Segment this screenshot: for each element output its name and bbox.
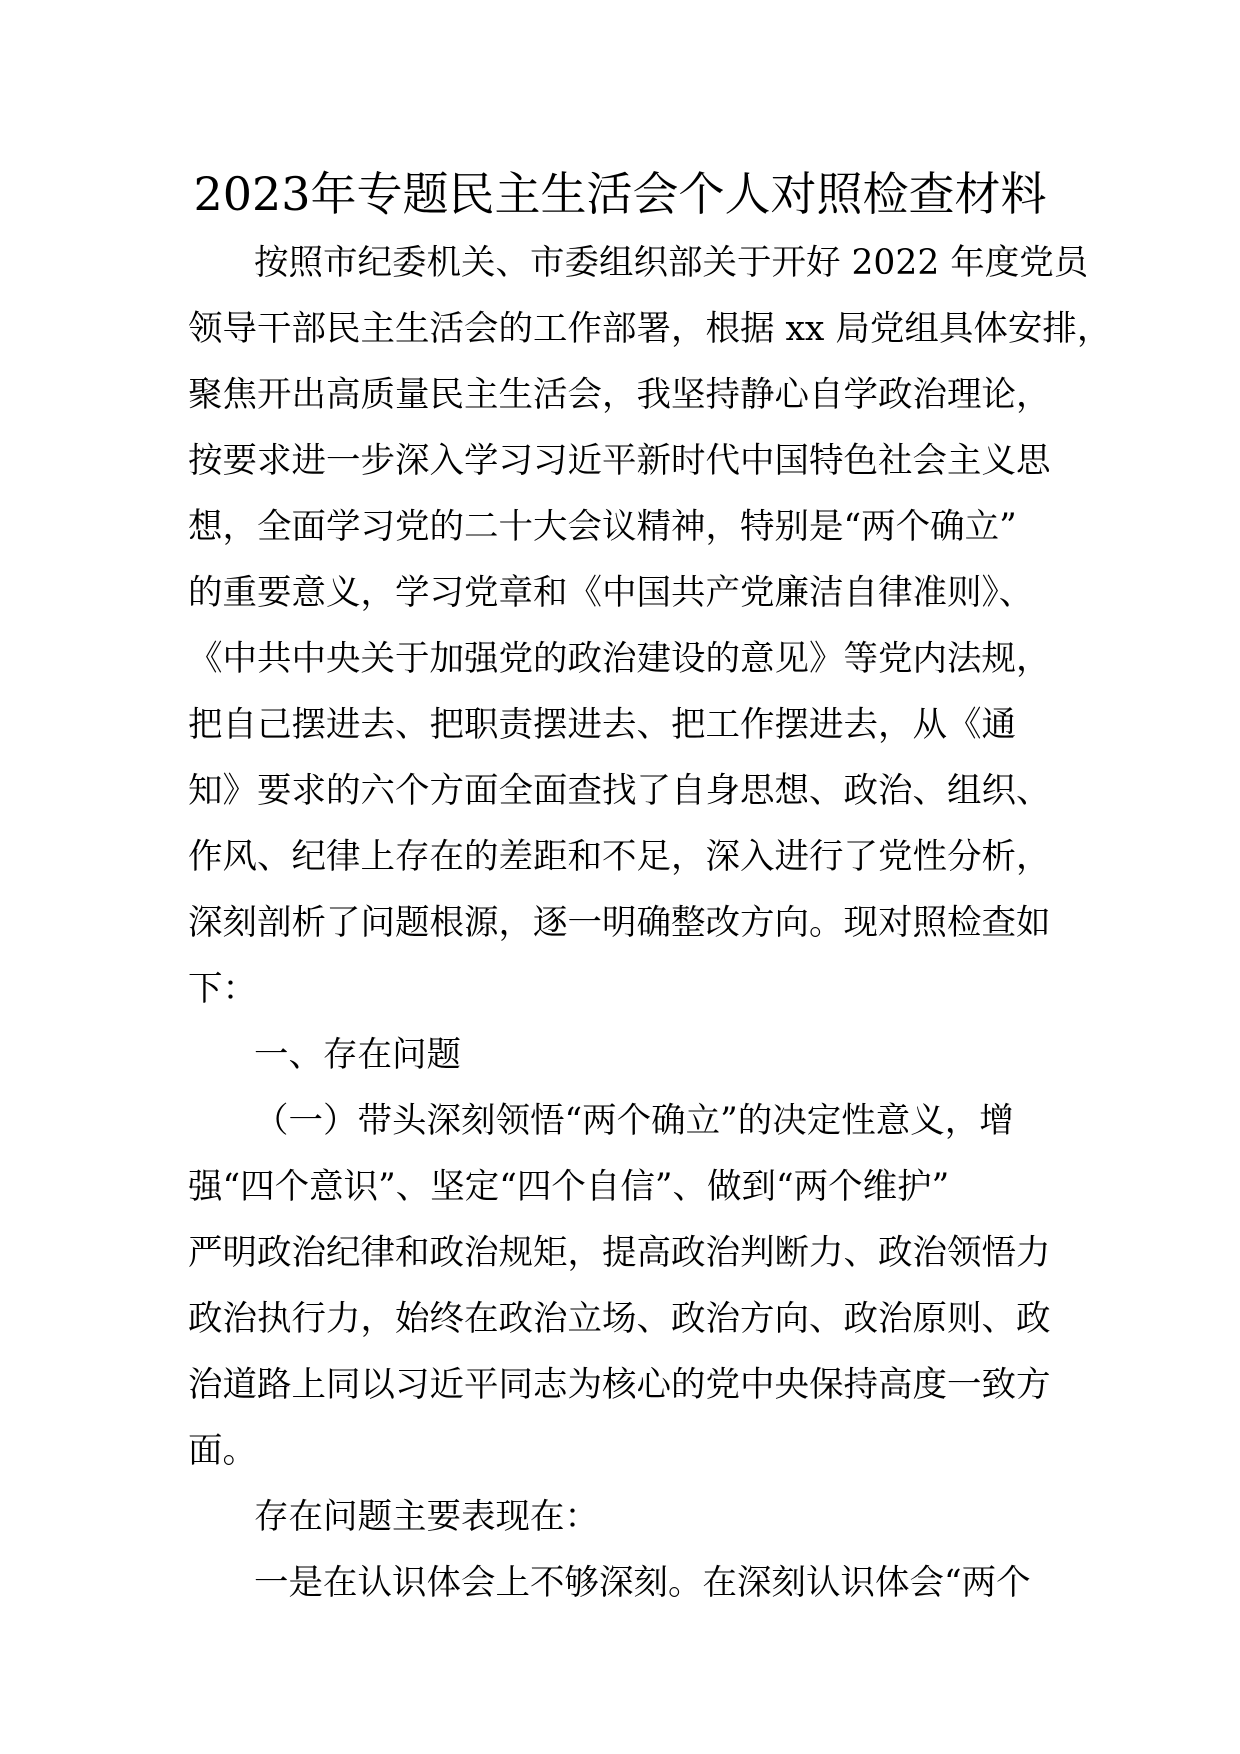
body-text-line: （一）带头深刻领悟“两个确立”的决定性意义，增 (254, 1101, 1014, 1141)
body-text-line: 聚焦开出高质量民主生活会，我坚持静心自学政治理论， (188, 375, 1051, 415)
document-title: 2023年专题民主生活会个人对照检查材料 (193, 167, 1047, 221)
body-text-line: 的重要意义，学习党章和《中国共产党廉洁自律准则》、 (188, 573, 1034, 613)
body-text-line: 深刻剖析了问题根源，逐一明确整改方向。现对照检查如 (188, 903, 1051, 943)
body-text-line: 治道路上同以习近平同志为核心的党中央保持高度一致方 (188, 1365, 1051, 1405)
body-text-line: 领导干部民主生活会的工作部署，根据 xx 局党组具体安排， (188, 309, 1112, 349)
body-text-line: 《中共中央关于加强党的政治建设的意见》等党内法规， (188, 639, 1051, 679)
body-text-line: 一是在认识体会上不够深刻。在深刻认识体会“两个 (254, 1563, 1031, 1603)
body-text-line: 知》要求的六个方面全面查找了自身思想、政治、组织、 (188, 771, 1051, 811)
body-text-line: 一、存在问题 (254, 1035, 461, 1075)
body-text-line: 面。 (188, 1431, 257, 1471)
body-text-line: 下： (188, 969, 257, 1009)
body-text-line: 按照市纪委机关、市委组织部关于开好 2022 年度党员 (254, 243, 1089, 283)
document-body (188, 230, 1112, 1616)
body-text-line: 想，全面学习党的二十大会议精神，特别是“两个确立” (188, 507, 1017, 547)
body-text-line: 按要求进一步深入学习习近平新时代中国特色社会主义思 (188, 441, 1051, 481)
body-text-line: 政治执行力，始终在政治立场、政治方向、政治原则、政 (188, 1299, 1051, 1339)
body-text-line: 作风、纪律上存在的差距和不足，深入进行了党性分析， (188, 837, 1051, 877)
body-text-line: 严明政治纪律和政治规矩，提高政治判断力、政治领悟力 (188, 1233, 1051, 1273)
body-text-line: 存在问题主要表现在： (254, 1497, 599, 1537)
body-text-line: 把自己摆进去、把职责摆进去、把工作摆进去，从《通 (188, 705, 1016, 745)
body-text-line: 强“四个意识”、坚定“四个自信”、做到“两个维护” (188, 1167, 950, 1207)
